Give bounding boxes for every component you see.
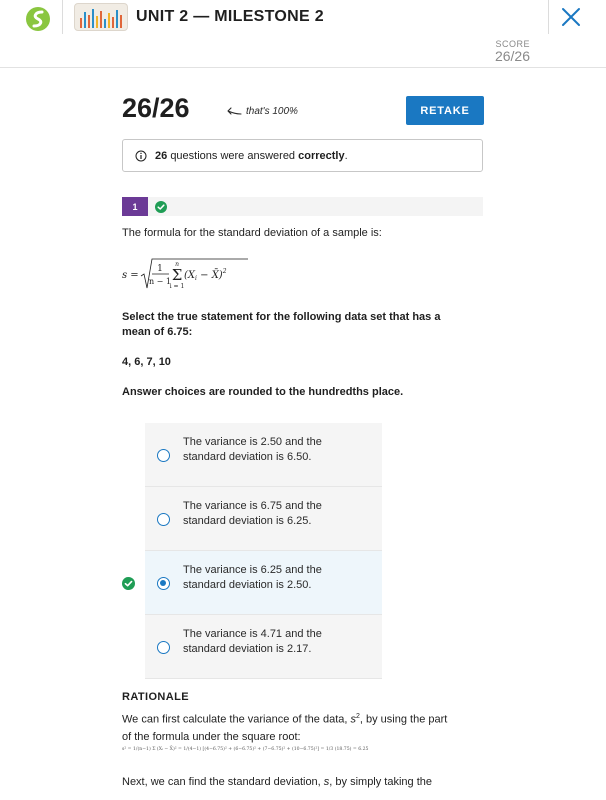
- radio-button[interactable]: [157, 641, 170, 654]
- answered-count: 26: [155, 149, 168, 162]
- formula-frac-num: 1: [157, 264, 163, 274]
- formula-lhs: s =: [122, 270, 139, 281]
- score-value: 26/26: [494, 48, 530, 64]
- score-note: [226, 106, 298, 117]
- question-prompt-line2: mean of 6.75:: [122, 326, 193, 338]
- header-divider: [62, 0, 63, 34]
- answer-option-selected[interactable]: [145, 551, 382, 615]
- formula-sum-top: n: [175, 261, 179, 268]
- option-text-line1: The variance is 4.71 and the: [183, 628, 322, 640]
- unit-thumbnail: [74, 3, 128, 31]
- rationale-text: We can first calculate the variance of the data,: [122, 713, 351, 726]
- svg-text:(Xi − X̄)2: [184, 268, 227, 282]
- radio-button[interactable]: [157, 449, 170, 462]
- option-text-line2: standard deviation is 6.25.: [183, 515, 312, 527]
- option-text-line1: The variance is 2.50 and the: [183, 436, 322, 448]
- std-dev-formula: [122, 256, 262, 292]
- answer-option[interactable]: [145, 423, 382, 487]
- summary-text: questions were answered: [170, 149, 296, 162]
- retake-button[interactable]: RETAKE: [406, 96, 484, 125]
- score-note-text: that's 100%: [246, 106, 298, 117]
- question-intro: The formula for the standard deviation of a sample is:: [122, 227, 382, 239]
- question-header: [122, 197, 483, 216]
- header-divider: [548, 0, 549, 34]
- close-icon[interactable]: [558, 5, 584, 29]
- formula-body-mid: − X̄): [196, 270, 223, 281]
- formula-body-sub: i: [195, 275, 197, 282]
- option-text-line2: standard deviation is 6.50.: [183, 451, 312, 463]
- rationale-symbol: s: [350, 713, 356, 726]
- info-icon: [135, 150, 147, 162]
- sophia-logo-icon: [24, 5, 52, 33]
- chart-thumbnail-icon: [75, 4, 128, 31]
- rationale-paragraph-1: [122, 709, 447, 728]
- formula-body: (X: [184, 270, 196, 281]
- rationale-text: , by simply taking the: [329, 776, 433, 788]
- rationale-paragraph-3: [122, 774, 432, 790]
- unit-title: UNIT 2 — MILESTONE 2: [136, 8, 324, 25]
- svg-text:Σ: Σ: [171, 266, 183, 284]
- data-set: 4, 6, 7, 10: [122, 356, 171, 368]
- final-score: 26/26: [122, 93, 190, 123]
- formula-body-sup: 2: [222, 268, 227, 275]
- curved-arrow-icon: [226, 107, 242, 117]
- question-number-badge[interactable]: 1: [122, 197, 148, 216]
- question-prompt-line1: Select the true statement for the following data set that has a: [122, 311, 441, 323]
- formula-sum-bottom: i = 1: [169, 283, 185, 290]
- radio-button[interactable]: [157, 513, 170, 526]
- answer-option[interactable]: [145, 487, 382, 551]
- option-text-line2: standard deviation is 2.17.: [183, 643, 312, 655]
- rationale-text: , by using the part: [359, 713, 448, 726]
- rationale-paragraph-2: of the formula under the square root:: [122, 731, 301, 743]
- rounding-note: Answer choices are rounded to the hundredths place.: [122, 386, 404, 398]
- variance-calculation: s² = 1/(n−1) Σ (Xᵢ − X̄)² = 1/(4−1) [(4−6.75)² + (6−6.75)² + (7−6.75)² + (10−6.75)²] = 1/3 (18.75) = 6.25: [122, 747, 369, 752]
- answer-option[interactable]: [145, 615, 382, 679]
- result-summary-box: [122, 139, 483, 172]
- rationale-superscript: 2: [355, 713, 360, 720]
- correct-answer-check-icon: [122, 577, 135, 590]
- rationale-symbol: s: [323, 776, 330, 788]
- correct-check-icon: [155, 201, 167, 213]
- answer-options: [145, 423, 382, 679]
- summary-period: .: [344, 149, 348, 162]
- option-text-line1: The variance is 6.25 and the: [183, 564, 322, 576]
- summary-emphasis: correctly: [298, 149, 345, 162]
- formula-frac-den: n − 1: [148, 277, 172, 286]
- rationale-heading: RATIONALE: [122, 691, 189, 703]
- radio-button-checked[interactable]: [157, 577, 170, 590]
- top-header: [0, 0, 606, 68]
- score-label: SCORE: [495, 39, 530, 49]
- rationale-text: Next, we can find the standard deviation,: [122, 776, 324, 788]
- option-text-line1: The variance is 6.75 and the: [183, 500, 322, 512]
- option-text-line2: standard deviation is 2.50.: [183, 579, 312, 591]
